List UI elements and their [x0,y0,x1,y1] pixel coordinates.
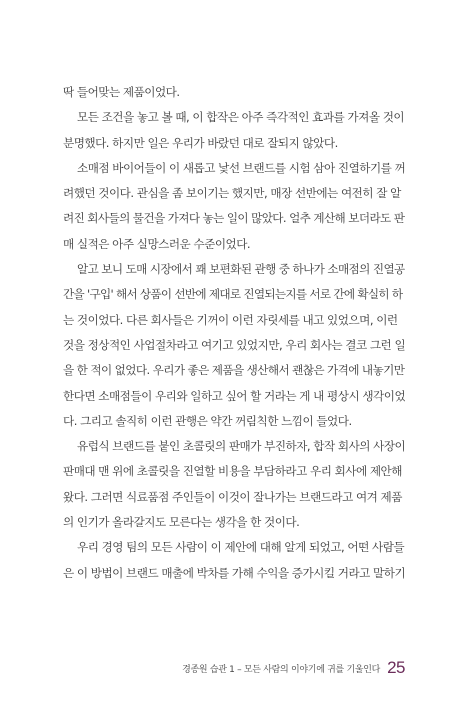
running-title: 경종원 습관 1 – 모든 사람의 이야기에 귀를 기울인다 [182,664,381,675]
text-line: 한다면 소매점들이 우리와 일하고 싶어 할 거라는 게 내 평상시 생각이었 [63,388,405,403]
text-line: 알고 보니 도매 시장에서 꽤 보편화된 관행 중 하나가 소매점의 진열공 [77,262,405,277]
text-line: 려진 회사들의 물건을 가져다 놓는 일이 많았다. 얼추 계산해 보더라도 판 [63,211,405,226]
text-line: 을 한 적이 없었다. 우리가 좋은 제품을 생산해서 괜찮은 가격에 내놓기만 [63,363,405,378]
text-line: 은 이 방법이 브랜드 매출에 박차를 가해 수익을 증가시킬 거라고 말하기 [63,565,405,580]
text-line: 모든 조건을 놓고 볼 때, 이 합작은 아주 즉각적인 효과를 가져올 것이 [77,110,405,125]
text-line: 는 것이었다. 다른 회사들은 기꺼이 이런 자릿세를 내고 있었으며, 이런 [63,312,398,327]
text-line: 매 실적은 아주 실망스러운 수준이었다. [63,236,251,251]
text-line: 우리 경영 팀의 모든 사람이 이 제안에 대해 알게 되었고, 어떤 사람들 [77,540,405,555]
body-text [63,80,405,586]
text-line: 다. 그리고 솔직히 이런 관행은 약간 꺼림칙한 느낌이 들었다. [63,413,352,428]
text-line: 려했던 것이다. 관심을 좀 보이기는 했지만, 매장 선반에는 여전히 잘 알 [63,186,401,201]
text-line: 유럽식 브랜드를 붙인 초콜릿의 판매가 부진하자, 합작 회사의 사장이 [77,439,405,454]
text-line: 딱 들어맞는 제품이었다. [63,85,180,99]
text-line: 소매점 바이어들이 이 새롭고 낯선 브랜드를 시험 삼아 진열하기를 꺼 [77,160,405,175]
page-footer [63,656,405,680]
text-line: 의 인기가 올라갈지도 모른다는 생각을 한 것이다. [63,515,300,530]
text-line: 분명했다. 하지만 일은 우리가 바랐던 대로 잘되지 않았다. [63,135,338,150]
text-line: 간을 '구입' 해서 상품이 선반에 제대로 진열되는지를 서로 간에 확실히 하 [63,287,403,302]
text-line: 왔다. 그러면 식료품점 주인들이 이것이 잘나가는 브랜드라고 여겨 제품 [63,489,402,504]
page-number: 25 [387,658,405,677]
text-line: 판매대 맨 위에 초콜릿을 진열할 비용을 부담하라고 우리 회사에 제안해 [63,464,402,479]
text-line: 것을 정상적인 사업절차라고 여기고 있었지만, 우리 회사는 결코 그런 일 [63,337,405,352]
